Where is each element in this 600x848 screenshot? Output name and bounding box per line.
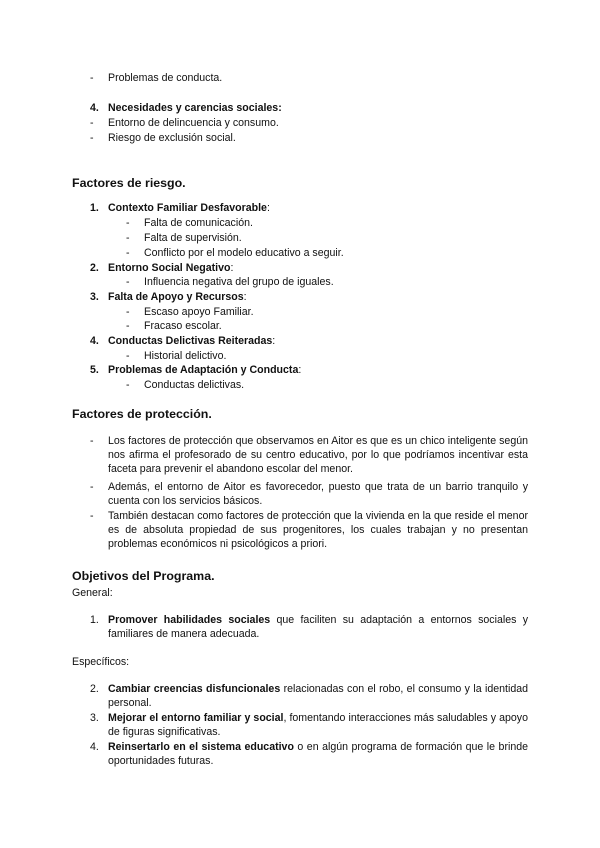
- risk-group-heading: [108, 290, 247, 304]
- list-number: 2.: [90, 683, 99, 695]
- objective-text: , fomentando interacciones más saludables y apoyo de figuras significativas.: [108, 712, 528, 739]
- risk-group-label: Conductas Delictivas Reiteradas: [108, 335, 273, 347]
- objective-bold: Cambiar creencias disfuncionales: [108, 683, 281, 695]
- bullet-dash: -: [126, 350, 130, 362]
- objective-text: que faciliten su adaptación a entornos sociales y familiares de manera adecuada.: [108, 614, 528, 641]
- objective-text: relacionadas con el robo, el consumo y la identidad personal.: [108, 683, 528, 710]
- objective-bold: Promover habilidades sociales: [108, 614, 271, 626]
- list-number: 2.: [90, 262, 99, 274]
- bullet-dash: -: [126, 217, 130, 229]
- section-title-proteccion: Factores de protección.: [72, 407, 212, 421]
- objective-item: [108, 740, 528, 768]
- objective-item: [108, 711, 528, 739]
- bullet-dash: -: [90, 435, 94, 447]
- colon: :: [266, 202, 270, 214]
- objective-bold: Reinsertarlo en el sistema educativo: [108, 741, 294, 753]
- list-number: 4.: [90, 335, 99, 347]
- protection-paragraph: Los factores de protección que observamos en Aitor es que es un chico inteligente según nos afirma el profesorado de su centro educativo, por lo que podríamos incentivar esta faceta para prevenir el abandono escolar del menor.: [108, 435, 528, 476]
- bullet-dash: -: [90, 117, 94, 129]
- list-item: Falta de comunicación.: [144, 217, 253, 229]
- bullet-dash: -: [126, 232, 130, 244]
- list-number: 4.: [90, 102, 99, 114]
- colon: :: [298, 364, 302, 376]
- section-title-riesgo: Factores de riesgo.: [72, 176, 186, 190]
- risk-group-label: Falta de Apoyo y Recursos: [108, 291, 244, 303]
- bullet-dash: -: [126, 320, 130, 332]
- bullet-dash: -: [90, 72, 94, 84]
- list-item: Entorno de delincuencia y consumo.: [108, 117, 279, 129]
- list-number: 3.: [90, 712, 99, 724]
- list-item: Conflicto por el modelo educativo a seguir.: [144, 247, 344, 259]
- list-item: Falta de supervisión.: [144, 232, 242, 244]
- risk-group-heading: [108, 363, 301, 377]
- subsection-label-especificos: Específicos:: [72, 656, 130, 668]
- protection-paragraph: También destacan como factores de protección que la vivienda en la que reside el menor es de absoluta propiedad de sus progenitores, los cuales trabajan y no presentan problemas económicos ni psicológicos a priori.: [108, 510, 528, 551]
- bullet-dash: -: [126, 276, 130, 288]
- objective-item: [108, 613, 528, 641]
- objective-text: o en algún programa de formación que le brinde oportunidades futuras.: [108, 741, 528, 768]
- risk-group-label: Entorno Social Negativo: [108, 262, 231, 274]
- subsection-label-general: General:: [72, 587, 113, 599]
- colon: :: [272, 335, 276, 347]
- list-heading: Necesidades y carencias sociales:: [108, 102, 282, 114]
- risk-group-heading: [108, 261, 233, 275]
- list-item: Influencia negativa del grupo de iguales.: [144, 276, 334, 288]
- list-item: Fracaso escolar.: [144, 320, 222, 332]
- risk-group-label: Problemas de Adaptación y Conducta: [108, 364, 299, 376]
- risk-group-heading: [108, 334, 275, 348]
- list-item: Problemas de conducta.: [108, 72, 223, 84]
- list-item: Escaso apoyo Familiar.: [144, 306, 254, 318]
- bullet-dash: -: [126, 379, 130, 391]
- section-title-objetivos: Objetivos del Programa.: [72, 569, 215, 583]
- list-item: Historial delictivo.: [144, 350, 227, 362]
- list-number: 1.: [90, 614, 99, 626]
- risk-group-heading: [108, 201, 270, 215]
- list-number: 5.: [90, 364, 99, 376]
- list-number: 1.: [90, 202, 99, 214]
- bullet-dash: -: [90, 510, 94, 522]
- colon: :: [243, 291, 247, 303]
- bullet-dash: -: [126, 247, 130, 259]
- list-item: Riesgo de exclusión social.: [108, 132, 236, 144]
- colon: :: [230, 262, 234, 274]
- objective-bold: Mejorar el entorno familiar y social: [108, 712, 284, 724]
- list-number: 4.: [90, 741, 99, 753]
- list-number: 3.: [90, 291, 99, 303]
- bullet-dash: -: [90, 132, 94, 144]
- bullet-dash: -: [90, 481, 94, 493]
- bullet-dash: -: [126, 306, 130, 318]
- list-item: Conductas delictivas.: [144, 379, 245, 391]
- protection-paragraph: Además, el entorno de Aitor es favorecedor, puesto que trata de un barrio tranquilo y cuenta con los servicios básicos.: [108, 481, 528, 508]
- objective-item: [108, 682, 528, 710]
- risk-group-label: Contexto Familiar Desfavorable: [108, 202, 267, 214]
